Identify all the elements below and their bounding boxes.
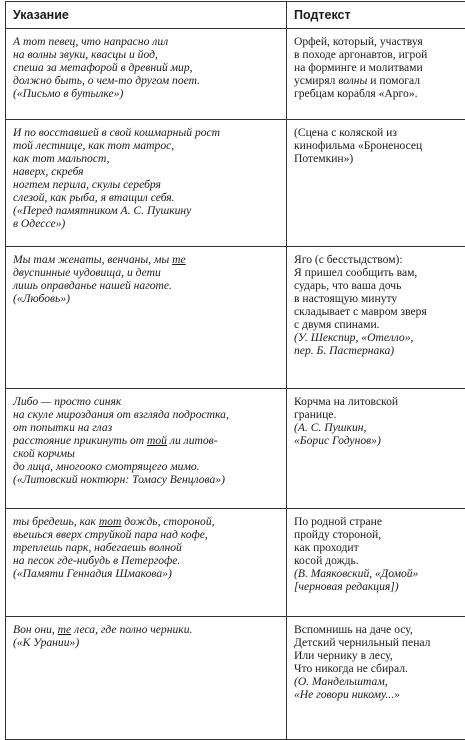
text-segment: («Письмо в бутылке»)	[13, 87, 123, 100]
underlined-word: той	[147, 434, 167, 447]
text-line	[13, 191, 280, 204]
text-line	[13, 217, 280, 230]
text-segment: ской корчмы	[13, 447, 75, 460]
text-segment: в настоящую минуту	[294, 292, 397, 305]
text-segment: ногтем перила, скулы серебря	[13, 178, 161, 191]
text-segment: Детский чернильный пенал	[294, 636, 430, 649]
text-segment: границе.	[294, 408, 336, 421]
text-segment: складывает с мавром зверя	[294, 305, 427, 318]
text-segment: И по восставшей в свой кошмарный рост	[13, 126, 220, 139]
text-line	[13, 541, 280, 554]
text-line	[13, 279, 280, 292]
text-line	[294, 580, 465, 593]
table-row	[6, 247, 465, 389]
text-line	[294, 139, 465, 152]
indication-cell	[6, 509, 287, 617]
table-row	[6, 389, 465, 509]
text-segment: ты бредешь, как	[13, 515, 99, 528]
text-segment: Что никогда не сбирал.	[294, 662, 408, 675]
text-segment: с двумя спинами.	[294, 318, 380, 331]
text-line	[294, 434, 465, 447]
text-segment: от попытки на глаз	[13, 421, 112, 434]
text-segment: пер. Б. Пастернака)	[294, 344, 394, 357]
column-header-indication: Указание	[6, 2, 287, 29]
text-segment: ли литов-	[167, 434, 218, 447]
text-segment: на форминге и молитвами	[294, 61, 423, 74]
text-line	[13, 473, 280, 486]
text-segment: волны	[338, 74, 367, 87]
text-segment: Либо — просто синяк	[13, 395, 121, 408]
text-segment: слезой, как рыба, я втащил себя.	[13, 191, 175, 204]
subtext-cell	[287, 247, 465, 389]
table-row	[6, 509, 465, 617]
text-line	[294, 421, 465, 434]
table-row	[6, 29, 465, 120]
text-line	[13, 421, 280, 434]
text-segment: в походе аргонавтов, игрой	[294, 48, 427, 61]
text-segment: Мы там женаты, венчаны, мы	[13, 253, 172, 266]
text-line	[13, 434, 280, 447]
text-segment: лишь оправданье нашей наготе.	[13, 279, 172, 292]
text-segment: (Сцена с коляской из	[294, 126, 397, 139]
text-line	[13, 126, 280, 139]
table-body	[6, 29, 465, 740]
text-segment: пройду стороной,	[294, 528, 381, 541]
text-segment: спеша за метафорой в древний мир,	[13, 61, 193, 74]
text-line	[294, 48, 465, 61]
text-segment: двуспинные чудовища, и дети	[13, 266, 161, 279]
text-segment: (А. С. Пушкин,	[294, 421, 366, 434]
table-row	[6, 617, 465, 740]
text-segment: усмирял	[294, 74, 338, 87]
text-line	[13, 165, 280, 178]
text-segment: Орфей, который, участвуя	[294, 35, 423, 48]
text-segment: А тот певец, что напрасно лил	[13, 35, 168, 48]
text-line	[13, 253, 280, 266]
text-line	[294, 87, 465, 100]
subtext-cell	[287, 29, 465, 120]
text-line	[294, 395, 465, 408]
indication-cell	[6, 617, 287, 740]
text-segment: Вспомнишь на даче осу,	[294, 623, 413, 636]
text-line	[294, 408, 465, 421]
text-line	[294, 292, 465, 305]
text-segment: кинофильма «Броненосец	[294, 139, 422, 152]
underlined-word: тот	[99, 515, 122, 528]
text-segment: и помогал	[367, 74, 420, 87]
text-segment: Вон они,	[13, 623, 58, 636]
text-segment: на волны звуки, квасцы и йод,	[13, 48, 158, 61]
text-line	[13, 554, 280, 567]
text-segment: дождь, стороной,	[121, 515, 214, 528]
text-segment: той лестнице, как тот матрос,	[13, 139, 174, 152]
text-line	[294, 305, 465, 318]
text-segment: По родной стране	[294, 515, 382, 528]
text-line	[13, 395, 280, 408]
subtext-cell	[287, 617, 465, 740]
text-line	[294, 567, 465, 580]
text-line	[13, 87, 280, 100]
text-line	[294, 331, 465, 344]
table-header-row	[6, 2, 465, 29]
text-line	[294, 688, 465, 701]
text-segment: вьешься вверх струйкой пара над кофе,	[13, 528, 208, 541]
text-line	[13, 74, 280, 87]
indication-cell	[6, 389, 287, 509]
text-segment: должно быть, о чем-то другом поет.	[13, 74, 200, 87]
text-segment: Я пришел сообщить вам,	[294, 266, 417, 279]
text-line	[13, 623, 280, 636]
text-line	[13, 460, 280, 473]
indication-cell	[6, 120, 287, 247]
text-line	[294, 515, 465, 528]
text-line	[13, 447, 280, 460]
text-line	[294, 636, 465, 649]
text-segment: до лица, многоокo смотрящего мимо.	[13, 460, 200, 473]
text-line	[13, 61, 280, 74]
text-segment: в Одессе»)	[13, 217, 65, 230]
text-line	[294, 279, 465, 292]
text-segment: Или чернику в лесу,	[294, 649, 393, 662]
text-line	[13, 152, 280, 165]
text-segment: «Борис Годунов»)	[294, 434, 381, 447]
text-segment: («Памяти Геннадия Шмакова»)	[13, 567, 172, 580]
text-segment: сударь, что ваша дочь	[294, 279, 401, 292]
text-segment: треплешь парк, набегаешь волной	[13, 541, 182, 554]
comparison-table	[5, 1, 465, 740]
underlined-word: те	[58, 623, 72, 636]
text-segment: «Не говори никому...»	[294, 688, 400, 701]
text-line	[294, 74, 465, 87]
text-line	[294, 344, 465, 357]
text-line	[294, 623, 465, 636]
text-segment: Потемкин»)	[294, 152, 353, 165]
text-line	[13, 139, 280, 152]
column-header-subtext: Подтекст	[287, 2, 465, 29]
text-segment: гребцам корабля «Арго».	[294, 87, 418, 100]
subtext-cell	[287, 120, 465, 247]
text-line	[294, 541, 465, 554]
subtext-cell	[287, 389, 465, 509]
text-line	[294, 528, 465, 541]
table-row	[6, 120, 465, 247]
text-line	[294, 266, 465, 279]
text-segment: («Любовь»)	[13, 292, 70, 305]
text-segment: Корчма на литовской	[294, 395, 398, 408]
indication-cell	[6, 29, 287, 120]
text-segment: [черновая редакция])	[294, 580, 399, 593]
underlined-word: те	[172, 253, 186, 266]
text-segment: расстояние прикинуть от	[13, 434, 147, 447]
text-line	[13, 408, 280, 421]
text-segment: как проходит	[294, 541, 359, 554]
text-line	[13, 567, 280, 580]
text-line	[294, 554, 465, 567]
text-line	[13, 48, 280, 61]
text-line	[13, 204, 280, 217]
text-line	[13, 292, 280, 305]
text-segment: на скуле мироздания от взгляда подростка,	[13, 408, 229, 421]
text-segment: леса, где полно черники.	[71, 623, 192, 636]
text-segment: (О. Мандельштам,	[294, 675, 388, 688]
text-line	[294, 126, 465, 139]
text-line	[13, 528, 280, 541]
text-segment: на песок где-нибудь в Петергофе.	[13, 554, 180, 567]
text-line	[294, 649, 465, 662]
text-segment: («Перед памятником А. С. Пушкину	[13, 204, 191, 217]
text-line	[294, 675, 465, 688]
text-line	[294, 61, 465, 74]
text-segment: Яго (с бесстыдством):	[294, 253, 403, 266]
text-line	[294, 35, 465, 48]
text-segment: как тот мальпост,	[13, 152, 110, 165]
text-line	[294, 662, 465, 675]
text-segment: («Литовский ноктюрн: Томасу Венцлова»)	[13, 473, 225, 486]
text-line	[13, 636, 280, 649]
text-segment: косой дождь.	[294, 554, 359, 567]
text-line	[13, 515, 280, 528]
text-segment: («К Урании»)	[13, 636, 79, 649]
text-line	[294, 318, 465, 331]
text-line	[13, 35, 280, 48]
text-line	[294, 253, 465, 266]
indication-cell	[6, 247, 287, 389]
subtext-cell	[287, 509, 465, 617]
text-segment: (У. Шекспир, «Отелло»,	[294, 331, 413, 344]
text-line	[13, 178, 280, 191]
text-line	[294, 152, 465, 165]
text-segment: наверх, скребя	[13, 165, 84, 178]
text-segment: (В. Маяковский, «Домой»	[294, 567, 418, 580]
text-line	[13, 266, 280, 279]
